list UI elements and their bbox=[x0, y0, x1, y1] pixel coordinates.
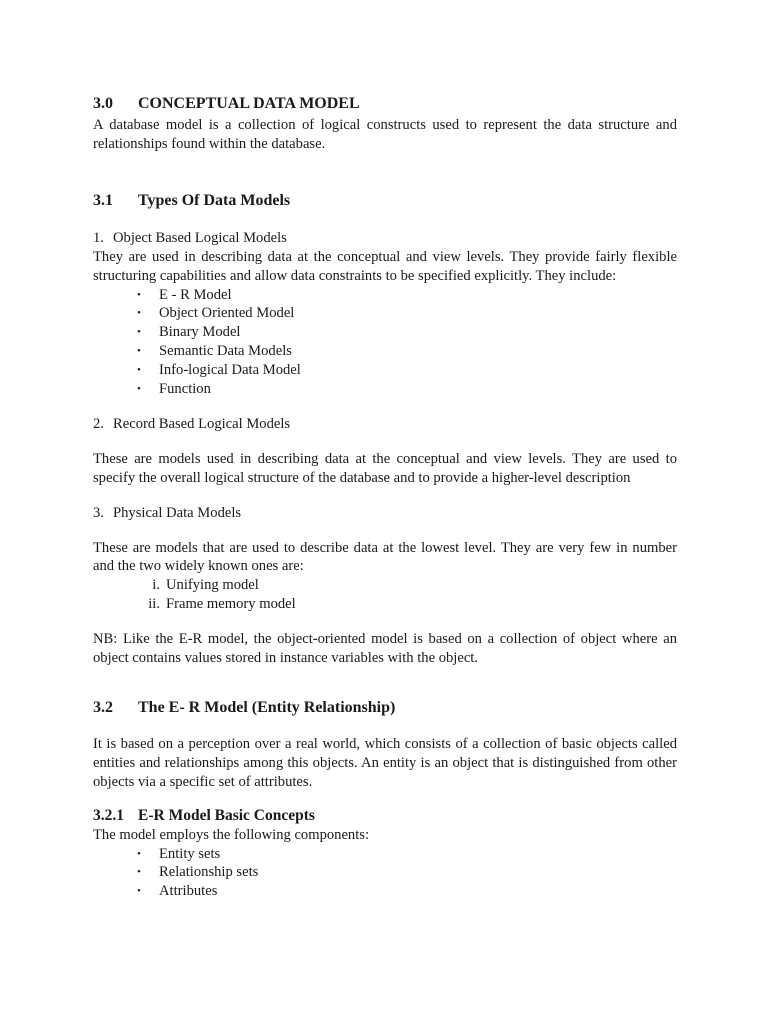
components-list bbox=[93, 845, 677, 902]
list-item: • Entity sets bbox=[137, 845, 221, 862]
list-item: • Function bbox=[137, 380, 211, 397]
section-number: 3.2.1 bbox=[93, 806, 124, 824]
section-number: 3.2 bbox=[93, 698, 113, 716]
section-3-0-paragraph: A database model is a collection of logical constructs used to represent the data structure and relationships found within the database. bbox=[93, 117, 677, 152]
model-number: 3. bbox=[93, 504, 104, 521]
bullet-icon: • bbox=[137, 382, 141, 395]
bullet-icon: • bbox=[137, 345, 141, 358]
list-item: ii. Frame memory model bbox=[148, 596, 296, 613]
section-title: E-R Model Basic Concepts bbox=[138, 806, 315, 824]
section-3-2-1-paragraph: The model employs the following components: bbox=[93, 826, 370, 843]
model-1-list bbox=[93, 286, 677, 399]
bullet-icon: • bbox=[137, 885, 141, 898]
document-page bbox=[93, 94, 677, 901]
model-2-heading bbox=[93, 415, 677, 434]
list-item: • Object Oriented Model bbox=[137, 305, 295, 322]
model-3-paragraph: These are models that are used to describe data at the lowest level. They are very few in number and the two widely known ones are: bbox=[93, 539, 677, 575]
bullet-icon: • bbox=[137, 326, 141, 339]
section-title: The E- R Model (Entity Relationship) bbox=[138, 698, 396, 716]
list-item: • Semantic Data Models bbox=[137, 343, 292, 360]
bullet-icon: • bbox=[137, 288, 141, 301]
list-item: • Binary Model bbox=[137, 324, 241, 341]
list-item: • Info-logical Data Model bbox=[137, 362, 301, 379]
bullet-icon: • bbox=[137, 866, 141, 879]
model-number: 2. bbox=[93, 415, 104, 432]
section-3-2-heading bbox=[93, 698, 677, 718]
section-title: Types Of Data Models bbox=[138, 191, 291, 209]
model-1-heading bbox=[93, 229, 677, 248]
model-title: Physical Data Models bbox=[113, 504, 242, 521]
section-3-2-1-heading bbox=[93, 806, 677, 826]
model-3-heading bbox=[93, 504, 677, 523]
section-title: CONCEPTUAL DATA MODEL bbox=[138, 95, 360, 112]
list-item: • E - R Model bbox=[137, 286, 232, 303]
section-3-0-heading bbox=[93, 94, 677, 114]
nb-note: NB: Like the E-R model, the object-oriented model is based on a collection of object where an object contains values stored in instance variables with the object. bbox=[93, 631, 677, 666]
bullet-icon: • bbox=[137, 847, 141, 860]
list-item: • Attributes bbox=[137, 883, 218, 900]
model-number: 1. bbox=[93, 229, 104, 246]
section-number: 3.1 bbox=[93, 191, 113, 209]
model-title: Record Based Logical Models bbox=[113, 415, 291, 432]
bullet-icon: • bbox=[137, 364, 141, 377]
model-3-list bbox=[93, 576, 677, 614]
list-item: • Relationship sets bbox=[137, 864, 259, 881]
model-2-paragraph: These are models used in describing data at the conceptual and view levels. They are used to specify the overall logical structure of the database and to provide a higher-level description bbox=[93, 450, 677, 486]
section-3-1-heading bbox=[93, 191, 677, 211]
bullet-icon: • bbox=[137, 307, 141, 320]
section-3-2-paragraph: It is based on a perception over a real world, which consists of a collection of basic objects called entities and relationships among this objects. An entity is an object that is distinguished from other objects via a specific set of attributes. bbox=[93, 735, 677, 790]
list-item: i. Unifying model bbox=[152, 577, 259, 594]
section-number: 3.0 bbox=[93, 95, 113, 112]
model-title: Object Based Logical Models bbox=[113, 229, 287, 246]
model-1-paragraph: They are used in describing data at the conceptual and view levels. They provide fairly flexible structuring capabilities and allow data constraints to be specified explicitly. They include: bbox=[93, 248, 677, 284]
